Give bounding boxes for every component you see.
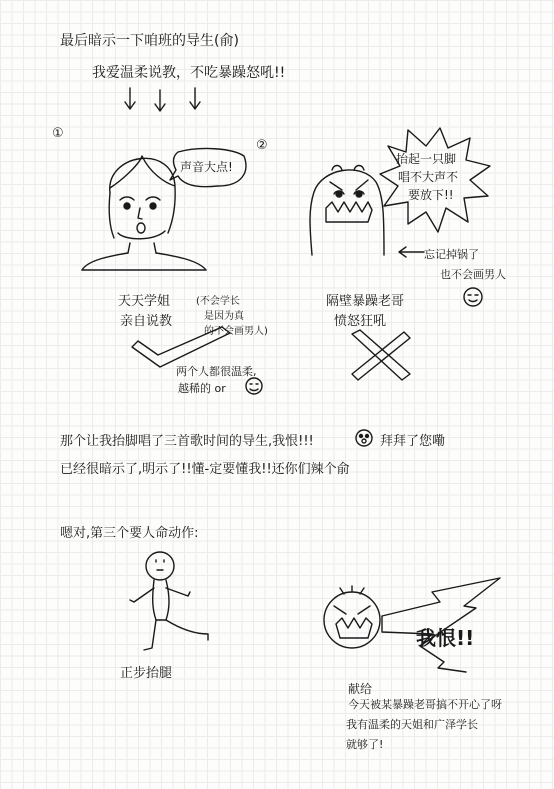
panel2-side-note-1: 忘记掉锅了: [424, 248, 479, 261]
shout-text: 我恨!!: [416, 626, 475, 650]
angry-shouting-face-icon: [318, 584, 388, 654]
figure-caption: 正步抬腿: [120, 666, 173, 681]
down-arrows-icon: [120, 86, 240, 116]
cross-mark-icon: [346, 328, 416, 383]
header-name-tag: (俞): [214, 33, 239, 49]
shout-face-icon: [353, 428, 375, 448]
panel1-note-3: 的不会画男人): [204, 326, 268, 337]
paragraph-line-2: 已经很暗示了,明示了!!懂-定要懂我!!还你们辣个俞: [60, 462, 350, 477]
side-arrow-icon: [396, 244, 426, 260]
section3-note-1: 献给: [348, 682, 373, 696]
header-line-1: [60, 30, 239, 50]
section3-note-3: 我有温柔的天姐和广泽学长: [346, 718, 478, 731]
header-line-2: 我爱温柔说教，不吃暴躁怒吼!!: [92, 65, 286, 81]
panel2-caption-1: 隔壁暴躁老哥: [326, 294, 405, 309]
panel2-bubble-3: 要放下!!: [408, 188, 454, 202]
paragraph-tail: 拜拜了您嘞: [380, 434, 446, 449]
section3-note-4: 就够了!: [346, 738, 384, 751]
section3-note-2: 今天被某暴躁老哥搞不开心了呀: [348, 698, 502, 711]
panel1-note-2: 是因为真: [204, 311, 244, 322]
panel1-caption-1: 天天学姐: [118, 294, 171, 309]
panel1-comment-2: 越稀的 or: [178, 382, 226, 395]
panel2-bubble-1: 抬起一只脚: [396, 152, 457, 166]
stick-figure-marching-icon: [124, 548, 214, 658]
paragraph-text-1: 那个让我抬脚唱了三首歌时间的导生,我恨!!!: [60, 434, 314, 449]
panel2-caption-2: 愤怒狂吼: [334, 314, 387, 329]
paragraph-line-1: [60, 430, 314, 449]
panel1-bubble-text: 声音大点!: [180, 160, 233, 174]
small-face-doodle-icon: [244, 376, 264, 396]
header-text: 最后暗示一下咱班的导生: [60, 33, 214, 49]
panel1-caption-2: 亲自说教: [120, 314, 173, 329]
panel2-side-note-2: 也不会画男人: [440, 268, 506, 281]
panel1-comment-1: 两个人都很温柔,: [176, 365, 257, 378]
panel1-number: ①: [52, 126, 64, 141]
panel2-number: ②: [256, 138, 268, 153]
panel2-bubble-2: 唱不大声不: [398, 170, 459, 184]
section3-title: 嗯对,第三个要人命动作:: [60, 526, 199, 541]
small-face-doodle-2-icon: [462, 286, 484, 308]
panel1-note-1: (不会学长: [196, 296, 240, 307]
angry-ghost-icon: [302, 160, 392, 260]
